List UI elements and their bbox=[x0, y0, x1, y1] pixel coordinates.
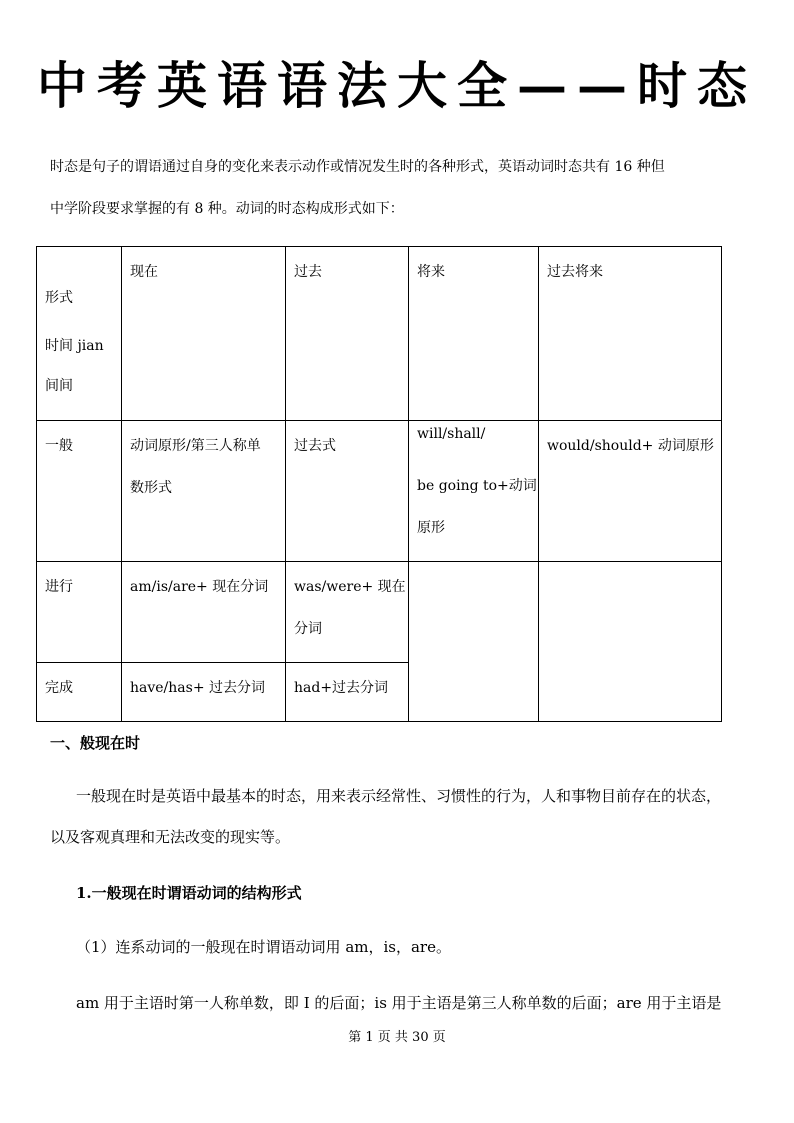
corner-time-label-2: 间间 bbox=[45, 378, 73, 394]
general-present-cell: 动词原形/第三人称单 数形式 bbox=[122, 421, 286, 562]
section-heading: 一、般现在时 bbox=[50, 734, 141, 752]
header-future: 将来 bbox=[409, 247, 539, 421]
perfect-present-cell: have/has+ 过去分词 bbox=[122, 663, 286, 722]
past-future-empty-cell bbox=[539, 562, 722, 722]
page-footer: 第 1 页 共 30 页 bbox=[348, 1030, 446, 1045]
paragraph-line-2: 以及客观真理和无法改变的现实等。 bbox=[50, 828, 291, 846]
progressive-past-cell: was/were+ 现在 分词 bbox=[286, 562, 409, 663]
row-label-progressive: 进行 bbox=[37, 562, 122, 663]
corner-time-label: 时间 jian bbox=[45, 338, 104, 354]
subheading: 1.一般现在时谓语动词的结构形式 bbox=[76, 884, 302, 902]
page-title: 中考英语语法大全——时态 bbox=[37, 56, 757, 115]
corner-form-label: 形式 bbox=[45, 290, 73, 306]
tense-table bbox=[36, 246, 722, 722]
perfect-past-cell: had+过去分词 bbox=[286, 663, 409, 722]
general-future-cell: will/shall/ be going to+动词 原形 bbox=[409, 421, 539, 562]
item-1: （1）连系动词的一般现在时谓语动词用 am，is，are。 bbox=[76, 938, 451, 956]
header-past-future: 过去将来 bbox=[539, 247, 722, 421]
intro-line-1: 时态是句子的谓语通过自身的变化来表示动作或情况发生时的各种形式，英语动词时态共有 16 种但 bbox=[50, 159, 665, 175]
header-present: 现在 bbox=[122, 247, 286, 421]
paragraph-line-1: 一般现在时是英语中最基本的时态，用来表示经常性、习惯性的行为，人和事物目前存在的状态， bbox=[76, 787, 722, 805]
progressive-present-cell: am/is/are+ 现在分词 bbox=[122, 562, 286, 663]
general-past-future-cell: would/should+ 动词原形 bbox=[539, 421, 722, 562]
future-empty-cell bbox=[409, 562, 539, 722]
table-corner-cell bbox=[37, 247, 122, 421]
intro-line-2: 中学阶段要求掌握的有 8 种。动词的时态构成形式如下： bbox=[50, 201, 404, 217]
item-1-detail: am 用于主语时第一人称单数，即 I 的后面；is 用于主语是第三人称单数的后面；are 用于主语是 bbox=[76, 994, 722, 1012]
row-label-perfect: 完成 bbox=[37, 663, 122, 722]
general-past-cell: 过去式 bbox=[286, 421, 409, 562]
row-label-general: 一般 bbox=[37, 421, 122, 562]
header-past: 过去 bbox=[286, 247, 409, 421]
